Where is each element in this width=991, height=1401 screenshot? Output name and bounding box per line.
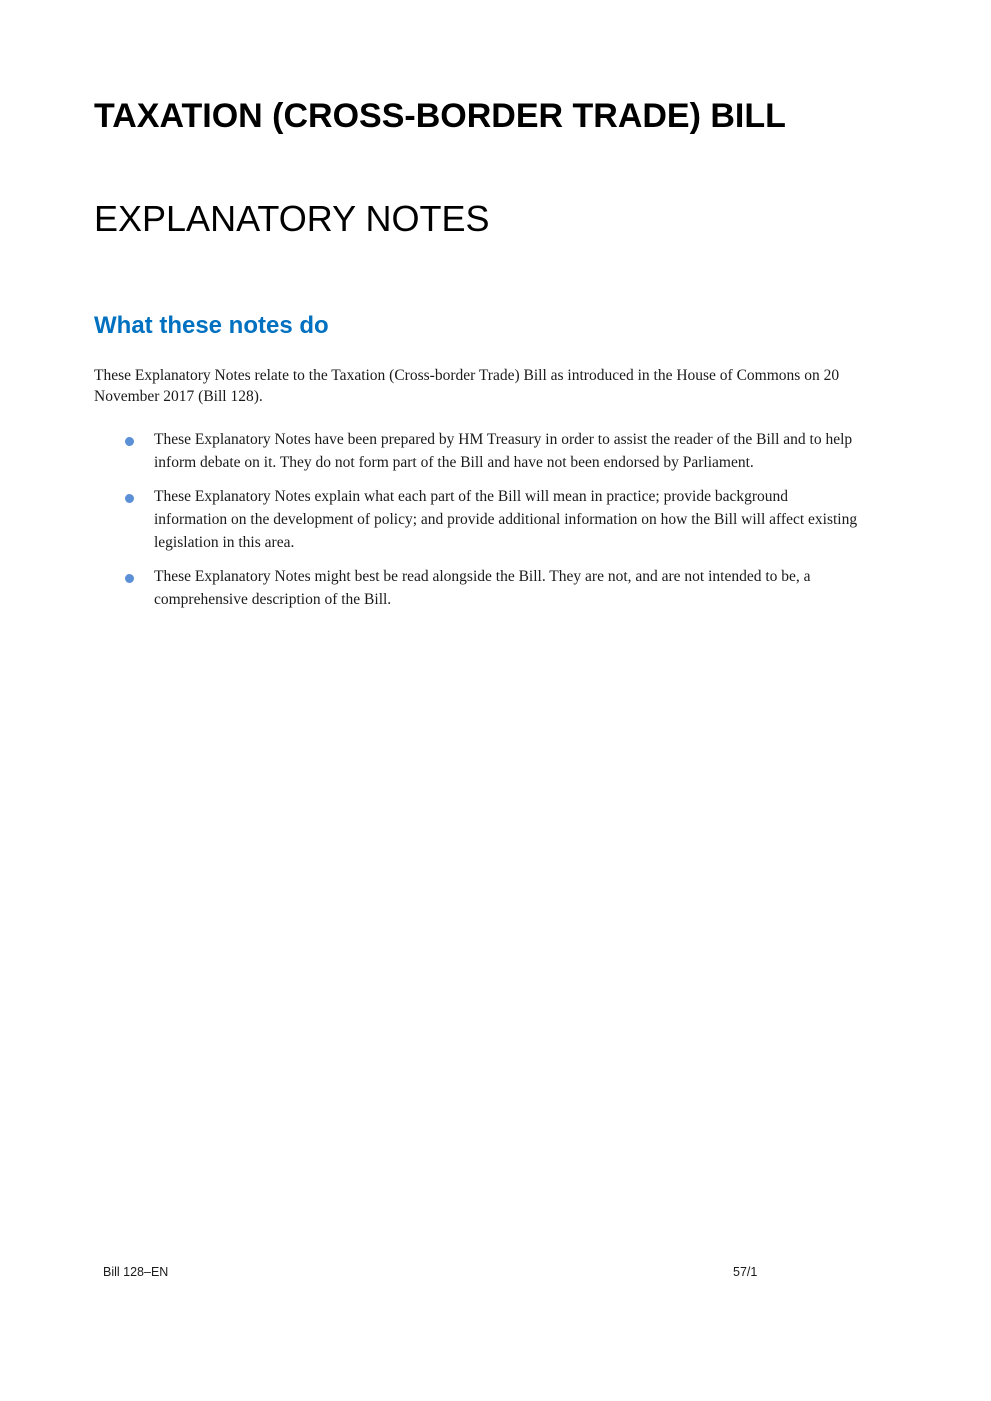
bullet-text: These Explanatory Notes have been prepared by HM Treasury in order to assist the reader of the Bill and to help inform debate on it. They do not form part of the Bill and have not been endorsed by Parliament. [154,431,853,471]
bullet-dot-icon [125,437,134,446]
footer-page-number: 57/1 [733,1265,758,1279]
bullet-text: These Explanatory Notes might best be read alongside the Bill. They are not, and are not intended to be, a comprehensive description of the Bill. [154,568,811,608]
intro-paragraph: These Explanatory Notes relate to the Taxation (Cross-border Trade) Bill as introduced in the House of Commons on 20 November 2017 (Bill 128). [94,367,840,405]
document-subtitle: EXPLANATORY NOTES [94,198,490,239]
bullet-item [94,565,864,611]
bullet-dot-icon [125,574,134,583]
bullet-item [94,428,864,474]
section-heading: What these notes do [94,312,329,339]
bullet-item [94,485,864,554]
bullet-text: These Explanatory Notes explain what each part of the Bill will mean in practice; provide background information on the development of policy; and provide additional information on how the Bill will affect existing legislation in this area. [154,488,858,551]
footer-bill-reference: Bill 128–EN [103,1265,169,1279]
document-title: TAXATION (CROSS-BORDER TRADE) BILL [94,97,786,135]
bullet-list [94,428,864,622]
bullet-dot-icon [125,494,134,503]
